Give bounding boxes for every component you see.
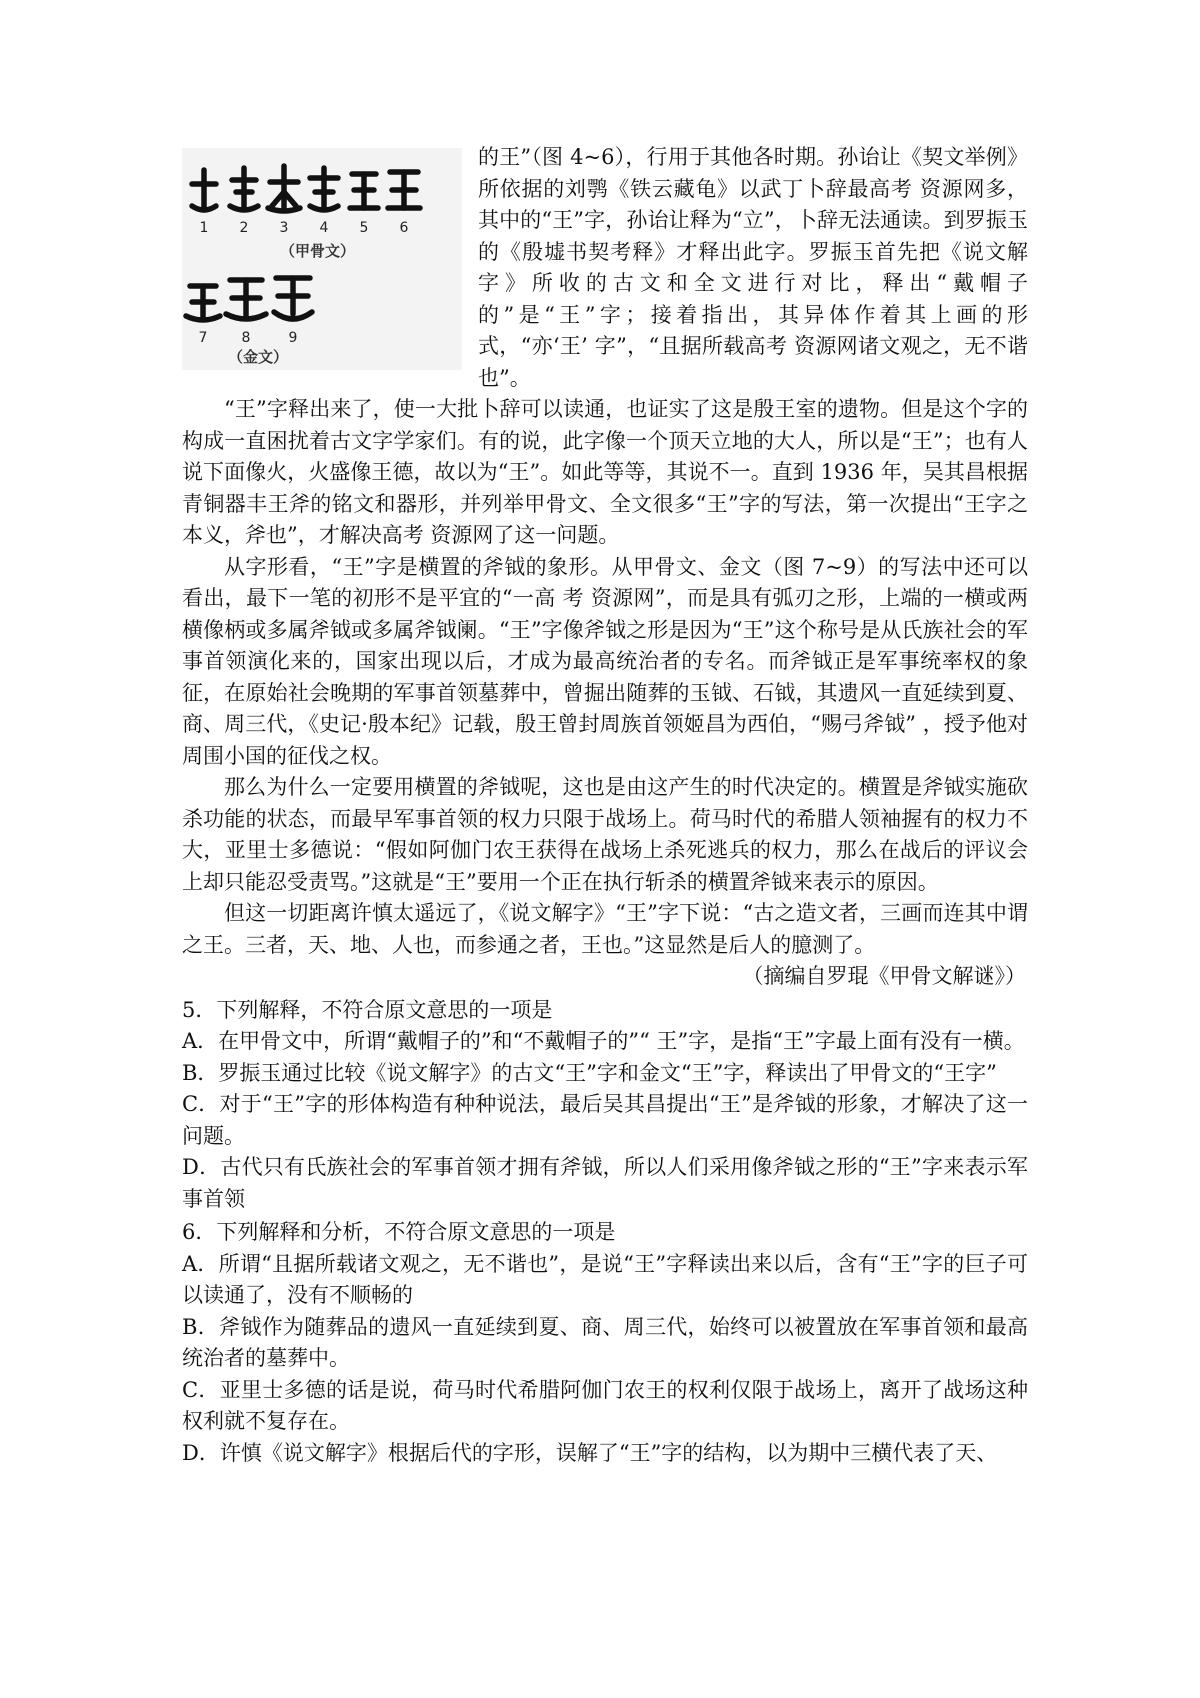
passage-paragraph: 但这一切距离许慎太遥远了，《说文解字》“王”字下说：“古之造文者，三画而连其中谓之王。三者，天、地、人也，而参通之者，王也。”这显然是后人的臆测了。 — [182, 901, 1028, 957]
option-b: B．斧钺作为随葬品的遗风一直延续到夏、商、周三代，始终可以被置放在军事首领和最高统治者的墓葬中。 — [182, 1314, 1028, 1370]
oracle-wang-glyph-2 — [230, 168, 258, 210]
wang-glyph-illustration — [182, 148, 462, 370]
oracle-bone-caption: （甲骨文） — [280, 242, 356, 260]
paragraph-text: 的王”（图 4~6），行用于其他各时期。孙诒让《契文举例》所依据的刘鹗《铁云藏龟》以武丁卜辞最高考 资源网多，其中的“王”字，孙诒让释为“立”，卜辞无法通读。到罗振玉的《殷墟书契考释》才释出此字。罗振玉首先把《说文解字》所收的古文和全文进行对比，释出“戴帽子的”是“王”字；接着指出，其异体作着其上画的形式，“亦‘王’ 字”，“且据所载高考 资源网诸文观之，无不谐也”。 — [478, 145, 1028, 390]
bronze-wang-glyph-8 — [226, 280, 266, 319]
figure-number-7: 7 — [198, 330, 208, 346]
passage-paragraph: “王”字释出来了，使一大批卜辞可以读通，也证实了这是殷王室的遗物。但是这个字的构成一直困扰着古文字学家们。有的说，此字像一个顶天立地的大人，所以是“王”；也有人说下面像火，火盛像王德，故以为“王”。如此等等，其说不一。直到 1936 年，吴其昌根据青铜器丰王斧的铭文和器形，并列举甲骨文、全文很多“王”字的写法，第一次提出“王字之本义，斧也”，才解决高考 资源网了这一问题。 — [182, 397, 1028, 547]
oracle-wang-glyph-3 — [268, 166, 300, 211]
figure-number-1: 1 — [199, 220, 209, 236]
figure-number-6: 6 — [399, 220, 409, 236]
passage-paragraph: 那么为什么一定要用横置的斧钺呢，这也是由这产生的时代决定的。横置是斧钺实施砍杀功能的状态，而最早军事首领的权力只限于战场上。荷马时代的希腊人领袖握有的权力不大，亚里士多德说：“假如阿伽门农王获得在战场上杀死逃兵的权力，那么在战后的评议会上却只能忍受责骂。”这就是“王”要用一个正在执行斩杀的横置斧钺来表示的原因。 — [182, 775, 1028, 894]
figure-number-5: 5 — [359, 220, 369, 236]
option-a: A．所谓“且据所载诸文观之，无不谐也”，是说“王”字释读出来以后，含有“王”字的巨子可以读通了，没有不顺畅的 — [182, 1251, 1028, 1307]
oracle-wang-glyph-5 — [350, 174, 378, 208]
question-5 — [182, 995, 1028, 1216]
question-stem: 6．下列解释和分析，不符合原文意思的一项是 — [182, 1220, 616, 1244]
option-b: B．罗振玉通过比较《说文解字》的古文“王”字和金文“王”字，释读出了甲骨文的“王字” — [182, 1060, 997, 1085]
option-c: C．对于“王”字的形体构造有种种说法，最后吴其昌提出“王”是斧钺的形象，才解决了这一问题。 — [182, 1092, 1028, 1148]
option-c: C．亚里士多德的话是说，荷马时代希腊阿伽门农王的权利仅限于战场上，离开了战场这种权利就不复存在。 — [182, 1377, 1028, 1433]
option-a: A．在甲骨文中，所谓“戴帽子的”和“不戴帽子的”“ 王”字，是指“王”字最上面有没有一横。 — [182, 1029, 1025, 1053]
oracle-wang-glyph-6 — [388, 172, 420, 208]
passage-paragraph: 从字形看，“王”字是横置的斧钺的象形。从甲骨文、金文（图 7~9）的写法中还可以看出，最下一笔的初形不是平宜的“一高 考 资源网”，而是具有弧刃之形，上端的一横或两横像柄或多属斧钺或多属斧钺阑。“王”字像斧钺之形是因为“王”这个称号是从氏族社会的军事首领演化来的，国家出现以后，才成为最高统治者的专名。而斧钺正是军事统率权的象征，在原始社会晚期的军事首领墓葬中，曾掘出随葬的玉钺、石钺，其遗风一直延续到夏、商、周三代，《史记·殷本纪》记载，殷王曾封周族首领姬昌为西伯，“赐弓斧钺” ，授予他对周围小国的征伐之权。 — [182, 554, 1028, 768]
figure-number-4: 4 — [319, 220, 329, 236]
oracle-wang-glyph-1 — [192, 170, 216, 210]
question-6 — [182, 1217, 1028, 1469]
passage-source: （摘编自罗琨《甲骨文解谜》） — [742, 964, 1026, 988]
reading-section — [182, 142, 1028, 1469]
bronze-wang-glyph-7 — [186, 286, 220, 320]
option-d: D．古代只有氏族社会的军事首领才拥有斧钺，所以人们采用像斧钺之形的“王”字来表示军事首领 — [182, 1155, 1028, 1211]
figure-number-8: 8 — [241, 330, 251, 346]
bronze-inscription-caption: （金文） — [228, 348, 289, 366]
passage-paragraph — [182, 142, 1028, 394]
figure-number-9: 9 — [288, 330, 298, 346]
figure-number-2: 2 — [239, 220, 249, 236]
question-stem: 5．下列解释，不符合原文意思的一项是 — [182, 997, 553, 1022]
oracle-wang-glyph-4 — [310, 168, 338, 210]
figure-number-3: 3 — [279, 220, 289, 236]
option-d: D．许慎《说文解字》根据后代的字形，误解了“王”字的结构，以为期中三横代表了天、 — [182, 1440, 998, 1465]
wang-character-figure — [182, 148, 462, 370]
bronze-wang-glyph-9 — [274, 278, 312, 319]
